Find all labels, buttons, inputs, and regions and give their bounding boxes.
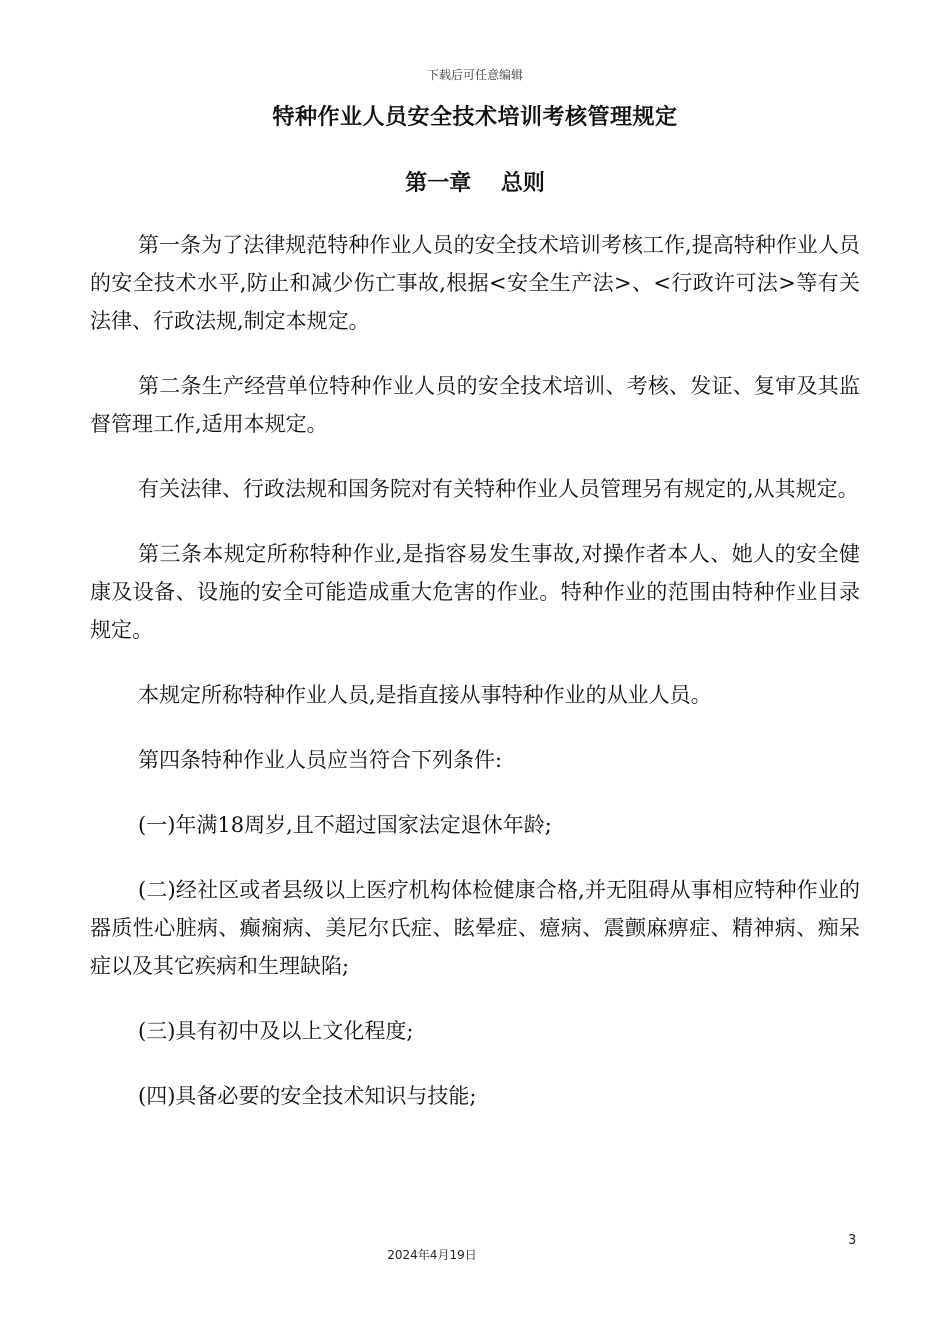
list-item-condition-2: (二)经社区或者县级以上医疗机构体检健康合格,并无阻碍从事相应特种作业的器质性心脏病、癫痫病、美尼尔氏症、眩晕症、癔病、震颤麻痹症、精神病、痴呆症以及其它疾病和生理缺陷; — [90, 878, 860, 978]
header-note: 下载后可任意编辑 — [426, 68, 523, 82]
list-item-condition-3: (三)具有初中及以上文化程度; — [138, 1019, 414, 1043]
document-body — [90, 226, 860, 1142]
paragraph-article-2: 第二条生产经营单位特种作业人员的安全技术培训、考核、发证、复审及其监督管理工作,适用本规定。 — [90, 374, 860, 436]
paragraph-article-3-definition: 本规定所称特种作业人员,是指直接从事特种作业的从业人员。 — [138, 683, 712, 707]
paragraph-article-3: 第三条本规定所称特种作业,是指容易发生事故,对操作者本人、她人的安全健康及设备、设施的安全可能造成重大危害的作业。特种作业的范围由特种作业目录规定。 — [90, 542, 860, 642]
footer-date: 2024年4月19日 — [387, 1248, 477, 1262]
paragraph-article-1: 第一条为了法律规范特种作业人员的安全技术培训考核工作,提高特种作业人员的安全技术水平,防止和减少伤亡事故,根据<安全生产法>、<行政许可法>等有关法律、行政法规,制定本规定。 — [90, 233, 860, 333]
list-item-condition-1: (一)年满18周岁,且不超过国家法定退休年龄; — [138, 813, 552, 837]
chapter-heading: 第一章 总则 — [405, 171, 545, 196]
document-title: 特种作业人员安全技术培训考核管理规定 — [272, 105, 678, 130]
page-number: 3 — [848, 1233, 857, 1248]
list-item-condition-4: (四)具备必要的安全技术知识与技能; — [138, 1084, 477, 1108]
paragraph-article-2-supplement: 有关法律、行政法规和国务院对有关特种作业人员管理另有规定的,从其规定。 — [138, 477, 859, 501]
paragraph-article-4: 第四条特种作业人员应当符合下列条件: — [138, 748, 503, 772]
